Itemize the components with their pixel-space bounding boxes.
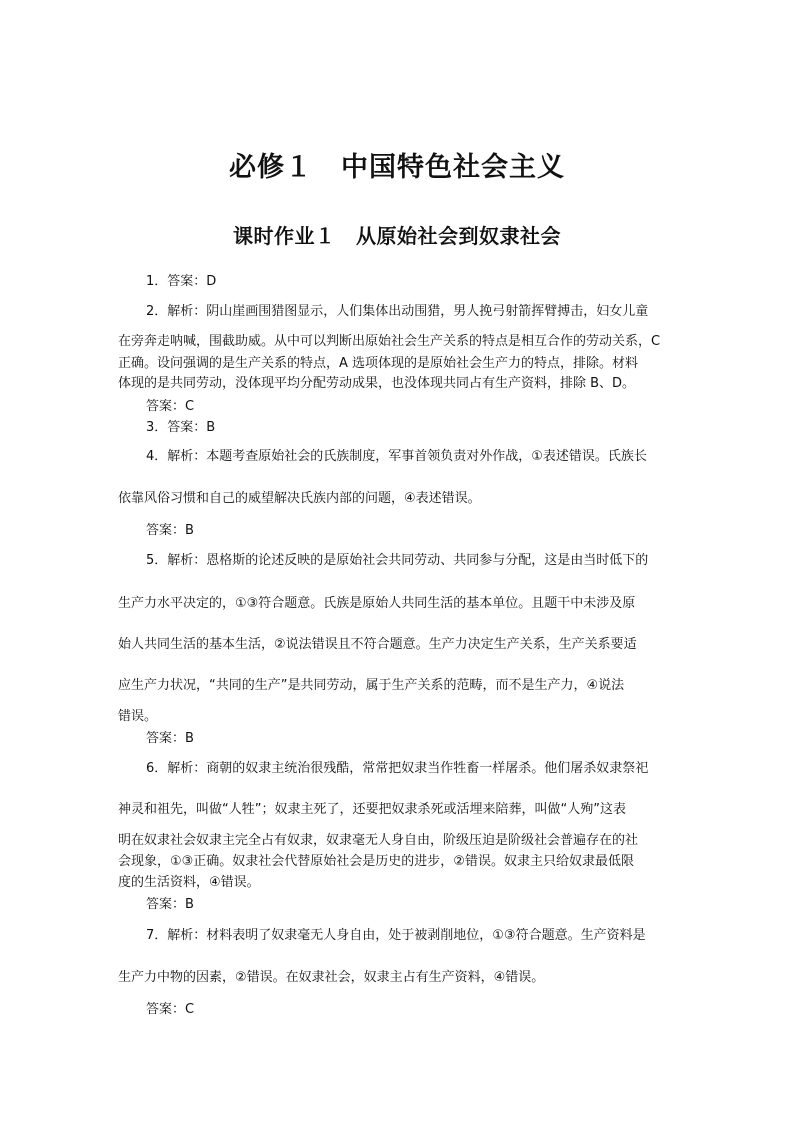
answer-line: 答案：B — [146, 731, 194, 746]
answer-line: 6．解析：商朝的奴隶主统治很残酷，常常把奴隶当作牲畜一样屠杀。他们屠杀奴隶祭祀 — [146, 761, 649, 776]
answer-line: 4．解析：本题考查原始社会的氏族制度，军事首领负责对外作战，①表述错误。氏族长 — [146, 449, 647, 464]
answer-line: 始人共同生活的基本生活，②说法错误且不符合题意。生产力决定生产关系，生产关系要适 — [118, 637, 637, 652]
answer-line: 5．解析：恩格斯的论述反映的是原始社会共同劳动、共同参与分配，这是由当时低下的 — [146, 553, 649, 568]
answer-line: 错误。 — [118, 709, 158, 724]
answer-line: 依靠风俗习惯和自己的威望解决氏族内部的问题，④表述错误。 — [118, 491, 481, 506]
answer-line: 答案：B — [146, 897, 194, 912]
answer-line: 体现的是共同劳动，没体现平均分配劳动成果，也没体现共同占有生产资料，排除 B、D。 — [118, 376, 636, 391]
answer-line: 会现象，①③正确。奴隶社会代替原始社会是历史的进步，②错误。奴隶主只给奴隶最低限 — [118, 854, 634, 869]
answer-line: 生产力中物的因素，②错误。在奴隶社会，奴隶主占有生产资料，④错误。 — [118, 970, 545, 985]
main-title: 必修１ 中国特色社会主义 — [229, 152, 565, 183]
answer-line: 2．解析：阴山崖画围猎图显示，人们集体出动围猎，男人挽弓射箭挥臂搏击，妇女儿童 — [146, 304, 649, 319]
answer-line: 7．解析：材料表明了奴隶毫无人身自由，处于被剥削地位，①③符合题意。生产资料是 — [146, 928, 646, 943]
answer-line: 明在奴隶社会奴隶主完全占有奴隶，奴隶毫无人身自由，阶级压迫是阶级社会普遍存在的社 — [118, 833, 639, 848]
answer-line: 生产力水平决定的，①③符合题意。氏族是原始人共同生活的基本单位。且题干中未涉及原 — [118, 596, 636, 611]
answer-line: 答案：C — [146, 1002, 195, 1017]
answer-line: 3．答案：B — [146, 420, 216, 435]
answer-line: 1．答案：D — [146, 274, 217, 289]
answer-line: 神灵和祖先，叫做“人牲”；奴隶主死了，还要把奴隶杀死或活埋来陪葬，叫做“人殉”这表 — [118, 802, 626, 817]
answer-line: 正确。设问强调的是生产关系的特点，A 选项体现的是原始社会生产力的特点，排除。材料 — [118, 356, 639, 371]
answer-line: 应生产力状况，“共同的生产”是共同劳动，属于生产关系的范畴，而不是生产力，④说法 — [118, 678, 625, 693]
answer-line: 答案：B — [146, 523, 194, 538]
sub-title: 课时作业１ 从原始社会到奴隶社会 — [233, 224, 561, 248]
answer-line: 答案：C — [146, 399, 195, 414]
answer-line: 度的生活资料，④错误。 — [118, 875, 260, 890]
answer-line: 在旁奔走呐喊，围截助威。从中可以判断出原始社会生产关系的特点是相互合作的劳动关系，C — [118, 334, 661, 349]
